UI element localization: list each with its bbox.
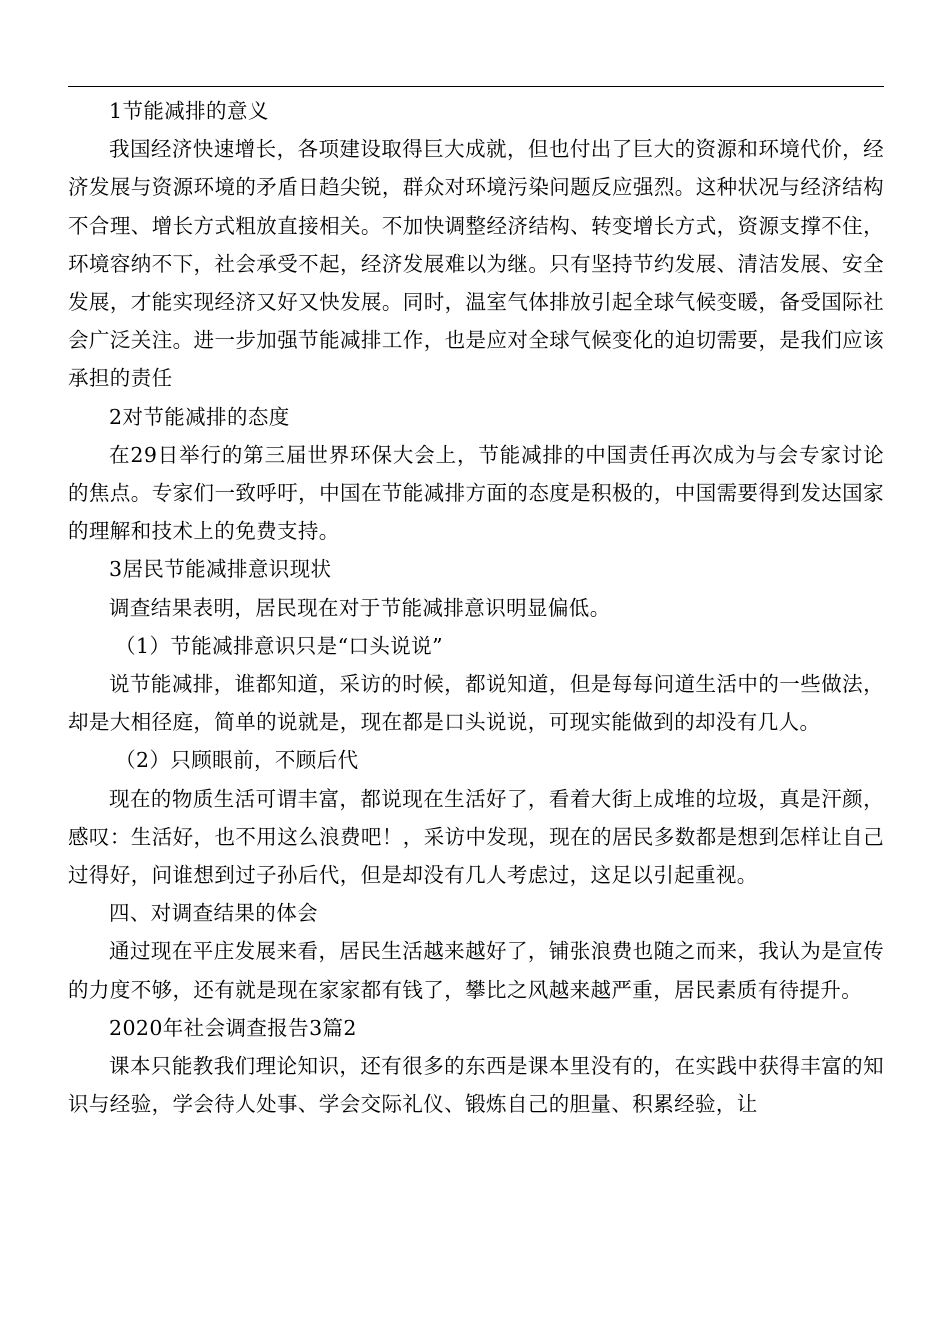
paragraph-lip-service: 说节能减排，谁都知道，采访的时候，都说知道，但是每每问道生活中的一些做法，却是大相径庭，简单的说就是，现在都是口头说说，可现实能做到的却没有几人。 bbox=[68, 672, 884, 735]
section-heading-4: 四、对调查结果的体会 bbox=[109, 901, 318, 926]
document-body bbox=[68, 92, 884, 1123]
section-heading-3: 3居民节能减排意识现状 bbox=[109, 557, 332, 582]
paragraph-significance: 我国经济快速增长，各项建设取得巨大成就，但也付出了巨大的资源和环境代价，经济发展与资源环境的矛盾日趋尖锐，群众对环境污染问题反应强烈。这种状况与经济结构不合理、增长方式粗放直接相关。不加快调整经济结构、转变增长方式，资源支撑不住，环境容纳不下，社会承受不起，经济发展难以为继。只有坚持节约发展、清洁发展、安全发展，才能实现经济又好又快发展。同时，温室气体排放引起全球气候变暖，备受国际社会广泛关注。进一步加强节能减排工作，也是应对全球气候变化的迫切需要，是我们应该承担的责任 bbox=[68, 137, 884, 391]
paragraph-survey-result: 调查结果表明，居民现在对于节能减排意识明显偏低。 bbox=[109, 595, 611, 620]
subheading-1: （1）节能减排意识只是“口头说说” bbox=[115, 633, 443, 658]
paragraph-attitude: 在29日举行的第三届世界环保大会上，节能减排的中国责任再次成为与会专家讨论的焦点。专家们一致呼吁，中国在节能减排方面的态度是积极的，中国需要得到发达国家的理解和技术上的免费支持。 bbox=[68, 442, 884, 544]
paragraph-practice: 课本只能教我们理论知识，还有很多的东西是课本里没有的，在实践中获得丰富的知识与经验，学会待人处事、学会交际礼仪、锻炼自己的胆量、积累经验，让 bbox=[68, 1054, 884, 1117]
paragraph-reflection: 通过现在平庄发展来看，居民生活越来越好了，铺张浪费也随之而来，我认为是宣传的力度不够，还有就是现在家家都有钱了，攀比之风越来越严重，居民素质有待提升。 bbox=[68, 939, 884, 1002]
header-rule bbox=[68, 86, 884, 87]
section-heading-2: 2对节能减排的态度 bbox=[109, 404, 290, 429]
report-title: 2020年社会调查报告3篇2 bbox=[109, 1015, 357, 1040]
subheading-2: （2）只顾眼前，不顾后代 bbox=[115, 748, 359, 773]
document-page bbox=[68, 0, 884, 1344]
section-heading-1: 1节能减排的意义 bbox=[109, 99, 269, 123]
paragraph-future-generations: 现在的物质生活可谓丰富，都说现在生活好了，看着大街上成堆的垃圾，真是汗颜，感叹：生活好，也不用这么浪费吧！，采访中发现，现在的居民多数都是想到怎样让自己过得好，问谁想到过子孙后代，但是却没有几人考虑过，这足以引起重视。 bbox=[68, 786, 884, 888]
